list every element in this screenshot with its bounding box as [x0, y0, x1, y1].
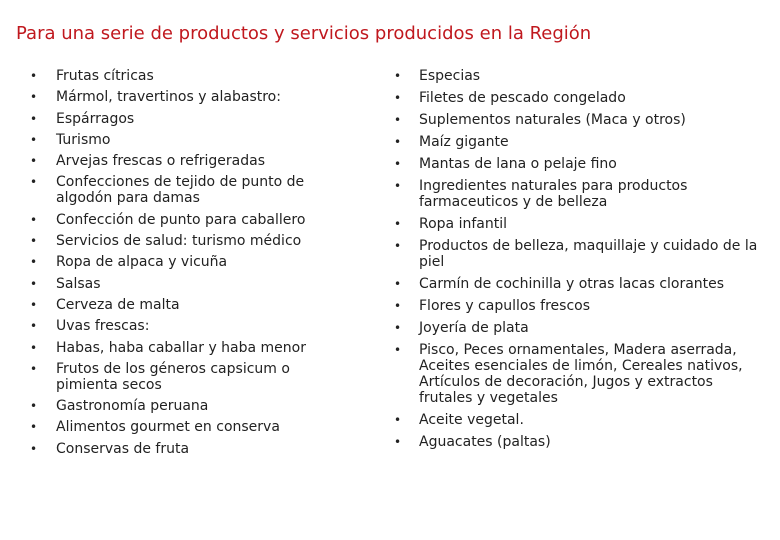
- list-item-text: Joyería de plata: [419, 320, 529, 336]
- list-item-text: Gastronomía peruana: [56, 398, 209, 415]
- bullet-icon: •: [394, 321, 402, 335]
- bullet-icon: •: [30, 340, 38, 355]
- list-item: [28, 111, 348, 127]
- list-item-text: Ropa de alpaca y vicuña: [56, 254, 228, 271]
- list-item: [392, 112, 764, 128]
- bullet-icon: •: [394, 435, 402, 449]
- bullet-icon: •: [394, 113, 402, 127]
- bullet-icon: •: [30, 441, 38, 456]
- list-item-text: Carmín de cochinilla y otras lacas clorantes: [419, 276, 725, 292]
- list-item: [392, 342, 764, 406]
- list-item: [392, 434, 764, 450]
- list-item: [392, 134, 764, 150]
- list-item: [28, 174, 348, 206]
- list-item-text: Flores y capullos frescos: [419, 298, 591, 314]
- bullet-icon: •: [394, 413, 402, 427]
- bullet-icon: •: [30, 399, 38, 414]
- bullet-icon: •: [30, 111, 38, 126]
- bullet-icon: •: [30, 175, 38, 190]
- list-item-text: Uvas frescas:: [56, 318, 150, 335]
- list-item: [392, 276, 764, 292]
- list-item: [392, 156, 764, 172]
- list-item: [28, 398, 348, 414]
- list-item-text: Mantas de lana o pelaje fino: [419, 156, 617, 172]
- bullet-icon: •: [394, 277, 402, 291]
- list-item-text: Cerveza de malta: [56, 296, 180, 313]
- list-item: [28, 340, 348, 356]
- left-product-list: [28, 68, 348, 462]
- list-item-text: Arvejas frescas o refrigeradas: [56, 153, 265, 170]
- list-item-text: Turismo: [56, 131, 111, 148]
- list-item: [392, 320, 764, 336]
- bullet-icon: •: [394, 299, 402, 313]
- list-item: [392, 298, 764, 314]
- bullet-icon: •: [30, 90, 38, 105]
- list-item: [28, 68, 348, 84]
- bullet-icon: •: [394, 91, 402, 105]
- list-item: [392, 90, 764, 106]
- list-item-text: Aceite vegetal.: [419, 412, 524, 428]
- bullet-icon: •: [394, 135, 402, 149]
- list-item: [392, 238, 764, 270]
- list-item: [28, 297, 348, 313]
- list-item-text: Frutas cítricas: [56, 68, 154, 84]
- bullet-icon: •: [394, 157, 402, 171]
- bullet-icon: •: [30, 255, 38, 270]
- list-item: [28, 276, 348, 292]
- slide-title: Para una serie de productos y servicios producidos en la Región: [16, 23, 592, 44]
- list-item-text: Servicios de salud: turismo médico: [56, 233, 302, 250]
- list-item-text: Maíz gigante: [419, 134, 509, 150]
- right-product-list: [392, 68, 764, 456]
- bullet-icon: •: [30, 69, 38, 83]
- bullet-icon: •: [394, 217, 402, 231]
- list-item: [392, 216, 764, 232]
- list-item-text: Productos de belleza, maquillaje y cuidado de la piel: [419, 238, 758, 270]
- list-item-text: Pisco, Peces ornamentales, Madera aserrada, Aceites esenciales de limón, Cereales nativos, Artículos de decoración, Jugos y extractos frutales y vegetales: [419, 342, 743, 406]
- bullet-icon: •: [394, 239, 402, 253]
- list-item-text: Ingredientes naturales para productos farmaceuticos y de belleza: [419, 178, 688, 210]
- bullet-icon: •: [30, 361, 38, 376]
- list-item: [28, 361, 348, 393]
- bullet-icon: •: [30, 234, 38, 249]
- list-item: [28, 318, 348, 334]
- list-item: [392, 412, 764, 428]
- bullet-icon: •: [30, 297, 38, 312]
- bullet-icon: •: [30, 319, 38, 334]
- list-item-text: Mármol, travertinos y alabastro:: [56, 89, 281, 106]
- list-item-text: Frutos de los géneros capsicum o pimienta secos: [56, 360, 290, 393]
- list-item: [28, 254, 348, 270]
- list-item: [28, 441, 348, 457]
- list-item-text: Suplementos naturales (Maca y otros): [419, 112, 686, 128]
- list-item: [28, 233, 348, 249]
- bullet-icon: •: [30, 154, 38, 169]
- list-item-text: Especias: [419, 68, 481, 84]
- list-item-text: Aguacates (paltas): [419, 434, 551, 450]
- bullet-icon: •: [30, 132, 38, 147]
- bullet-icon: •: [30, 276, 38, 291]
- list-item-text: Confecciones de tejido de punto de algodón para damas: [56, 174, 305, 207]
- list-item: [392, 68, 764, 84]
- list-item-text: Espárragos: [56, 110, 135, 127]
- list-item-text: Filetes de pescado congelado: [419, 90, 626, 106]
- list-item: [28, 132, 348, 148]
- list-item: [28, 419, 348, 435]
- list-item-text: Salsas: [56, 275, 101, 292]
- list-item-text: Conservas de fruta: [56, 440, 190, 457]
- bullet-icon: •: [30, 212, 38, 227]
- list-item: [28, 153, 348, 169]
- list-item: [28, 212, 348, 228]
- bullet-icon: •: [394, 179, 402, 193]
- bullet-icon: •: [394, 343, 402, 357]
- list-item-text: Confección de punto para caballero: [56, 211, 306, 228]
- bullet-icon: •: [394, 69, 402, 83]
- list-item-text: Habas, haba caballar y haba menor: [56, 339, 306, 356]
- list-item: [392, 178, 764, 210]
- list-item-text: Ropa infantil: [419, 216, 507, 232]
- list-item-text: Alimentos gourmet en conserva: [56, 419, 280, 436]
- list-item: [28, 89, 348, 105]
- bullet-icon: •: [30, 420, 38, 435]
